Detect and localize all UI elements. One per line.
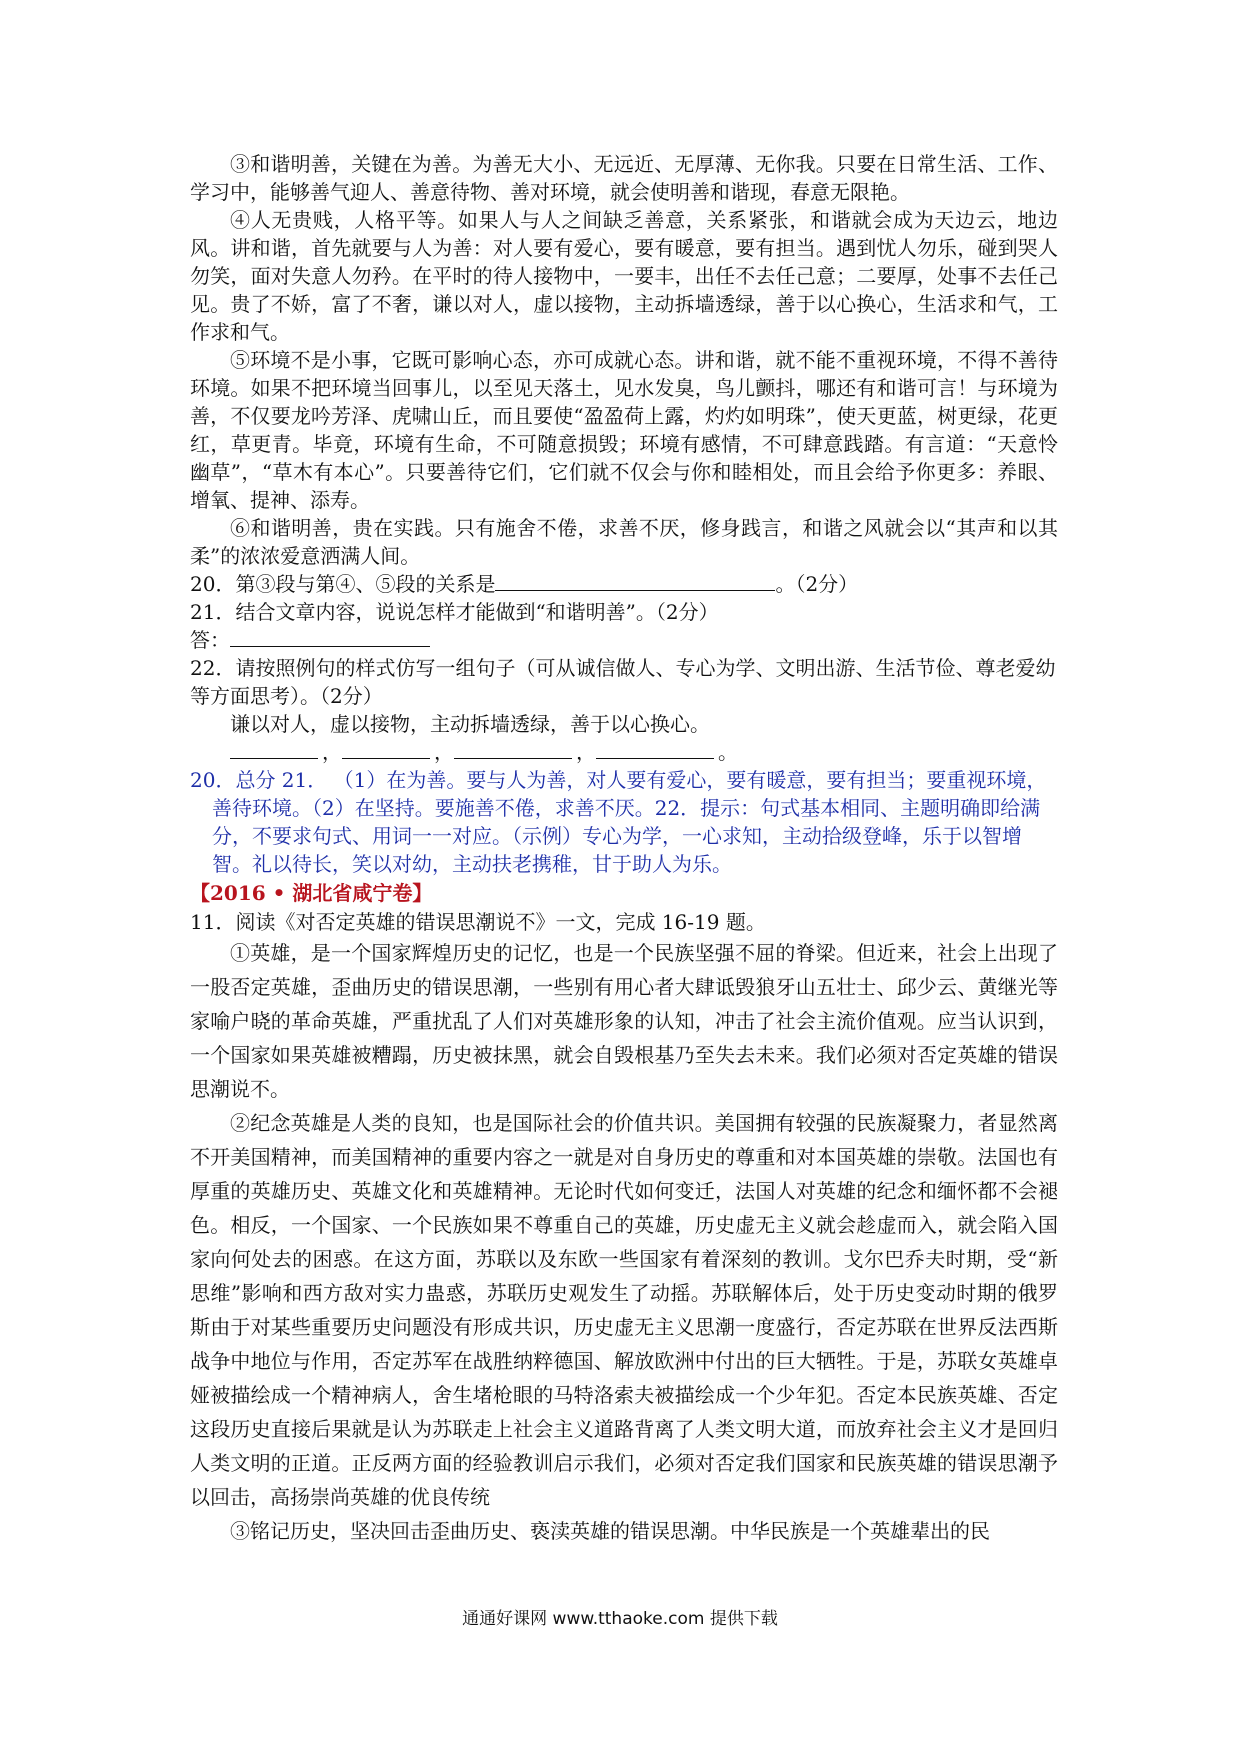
answer-blank-22b[interactable] bbox=[342, 738, 430, 759]
comma-2: ， bbox=[434, 740, 454, 764]
answer-blank-20[interactable] bbox=[495, 570, 775, 591]
paragraph-6: ⑥和谐明善，贵在实践。只有施舍不倦，求善不厌，修身践言，和谐之风就会以“其声和以其柔”的浓浓爱意洒满人间。 bbox=[190, 516, 1058, 568]
question-20 bbox=[190, 570, 1058, 598]
paragraph-3: ③和谐明善，关键在为善。为善无大小、无远近、无厚薄、无你我。只要在日常生活、工作、学习中，能够善气迎人、善意待物、善对环境，就会使明善和谐现，春意无限艳。 bbox=[190, 152, 1058, 204]
question-20-text: 20．第③段与第④、⑤段的关系是 bbox=[190, 572, 496, 596]
answer-blank-22a[interactable] bbox=[230, 738, 318, 759]
answer-blank-22d[interactable] bbox=[596, 738, 714, 759]
comma-1: ， bbox=[322, 740, 342, 764]
answer-blank-21[interactable] bbox=[230, 626, 430, 647]
question-21-answer-line bbox=[190, 626, 1058, 654]
paragraph-5: ⑤环境不是小事，它既可影响心态，亦可成就心态。讲和谐，就不能不重视环境，不得不善待环境。如果不把环境当回事儿，以至见天落土，见水发臭，鸟儿颤抖，哪还有和谐可言！与环境为善，不仅要龙吟芳泽、虎啸山丘，而且要使“盈盈荷上露，灼灼如明珠”，使天更蓝，树更绿，花更红，草更青。毕竟，环境有生命，不可随意损毁；环境有感情，不可肆意践踏。有言道：“天意怜幽草”，“草木有本心”。只要善待它们，它们就不仅会与你和睦相处，而且会给予你更多：养眼、增氧、提神、添寿。 bbox=[190, 348, 1058, 512]
question-22-example: 谦以对人，虚以接物，主动拆墙透绿，善于以心换心。 bbox=[230, 712, 710, 736]
essay-paragraph-1: ①英雄，是一个国家辉煌历史的记忆，也是一个民族坚强不屈的脊梁。但近来，社会上出现了一股否定英雄，歪曲历史的错误思潮，一些别有用心者大肆诋毁狼牙山五壮士、邱少云、黄继光等家喻户晓的革命英雄，严重扰乱了人们对英雄形象的认知，冲击了社会主流价值观。应当认识到，一个国家如果英雄被糟蹋，历史被抹黑，就会自毁根基乃至失去未来。我们必须对否定英雄的错误思潮说不。 bbox=[190, 941, 1058, 1101]
essay-paragraph-3: ③铭记历史，坚决回击歪曲历史、亵渎英雄的错误思潮。中华民族是一个英雄辈出的民 bbox=[230, 1519, 990, 1543]
answer-key: 20．总分 21． （1）在为善。要与人为善，对人要有爱心，要有暖意，要有担当；要重视环境，善待环境。（2）在坚持。要施善不倦，求善不厌。22．提示：句式基本相同、主题明确即给满分，不要求句式、用词一一对应。（示例）专心为学，一心求知，主动拾级登峰，乐于以智增智。礼以待长，笑以对幼，主动扶老携稚，甘于助人为乐。 bbox=[190, 768, 1047, 876]
comma-3: ， bbox=[576, 740, 596, 764]
period: 。 bbox=[718, 740, 738, 764]
question-22-blanks bbox=[190, 738, 1058, 766]
section-header: 【2016 • 湖北省咸宁卷】 bbox=[190, 881, 433, 905]
answer-blank-22c[interactable] bbox=[454, 738, 572, 759]
question-21: 21．结合文章内容，说说怎样才能做到“和谐明善”。（2分） bbox=[190, 600, 719, 624]
document-body bbox=[190, 150, 1058, 1548]
paragraph-4: ④人无贵贱，人格平等。如果人与人之间缺乏善意，关系紧张，和谐就会成为天边云，地边风。讲和谐，首先就要与人为善：对人要有爱心，要有暖意，要有担当。遇到忧人勿乐，碰到哭人勿笑，面对失意人勿矜。在平时的待人接物中，一要丰，出任不去任己意；二要厚，处事不去任己见。贵了不娇，富了不奢，谦以对人，虚以接物，主动拆墙透绿，善于以心换心，生活求和气，工作求和气。 bbox=[190, 208, 1058, 344]
essay-paragraph-2: ②纪念英雄是人类的良知，也是国际社会的价值共识。美国拥有较强的民族凝聚力，者显然离不开美国精神，而美国精神的重要内容之一就是对自身历史的尊重和对本国英雄的崇敬。法国也有厚重的英雄历史、英雄文化和英雄精神。无论时代如何变迁，法国人对英雄的纪念和缅怀都不会褪色。相反，一个国家、一个民族如果不尊重自己的英雄，历史虚无主义就会趁虚而入，就会陷入国家向何处去的困惑。在这方面，苏联以及东欧一些国家有着深刻的教训。戈尔巴乔夫时期，受“新思维”影响和西方敌对实力蛊惑，苏联历史观发生了动摇。苏联解体后，处于历史变动时期的俄罗斯由于对某些重要历史问题没有形成共识，历史虚无主义思潮一度盛行，否定苏联在世界反法西斯战争中地位与作用，否定苏军在战胜纳粹德国、解放欧洲中付出的巨大牺牲。于是，苏联女英雄卓娅被描绘成一个精神病人，舍生堵枪眼的马特洛索夫被描绘成一个少年犯。否定本民族英雄、否定这段历史直接后果就是认为苏联走上社会主义道路背离了人类文明大道，而放弃社会主义才是回归人类文明的正道。正反两方面的经验教训启示我们，必须对否定我们国家和民族英雄的错误思潮予以回击，高扬崇尚英雄的优良传统 bbox=[190, 1111, 1058, 1509]
question-11-intro: 11．阅读《对否定英雄的错误思潮说不》一文，完成 16-19 题。 bbox=[190, 910, 766, 934]
question-22: 22．请按照例句的样式仿写一组句子（可从诚信做人、专心为学、文明出游、生活节俭、尊老爱幼等方面思考）。（2分） bbox=[190, 656, 1056, 708]
answer-label: 答： bbox=[190, 628, 230, 652]
question-20-score: 。（2分） bbox=[775, 572, 859, 596]
page-footer: 通通好课网 www.tthaoke.com 提供下载 bbox=[462, 1609, 778, 1629]
